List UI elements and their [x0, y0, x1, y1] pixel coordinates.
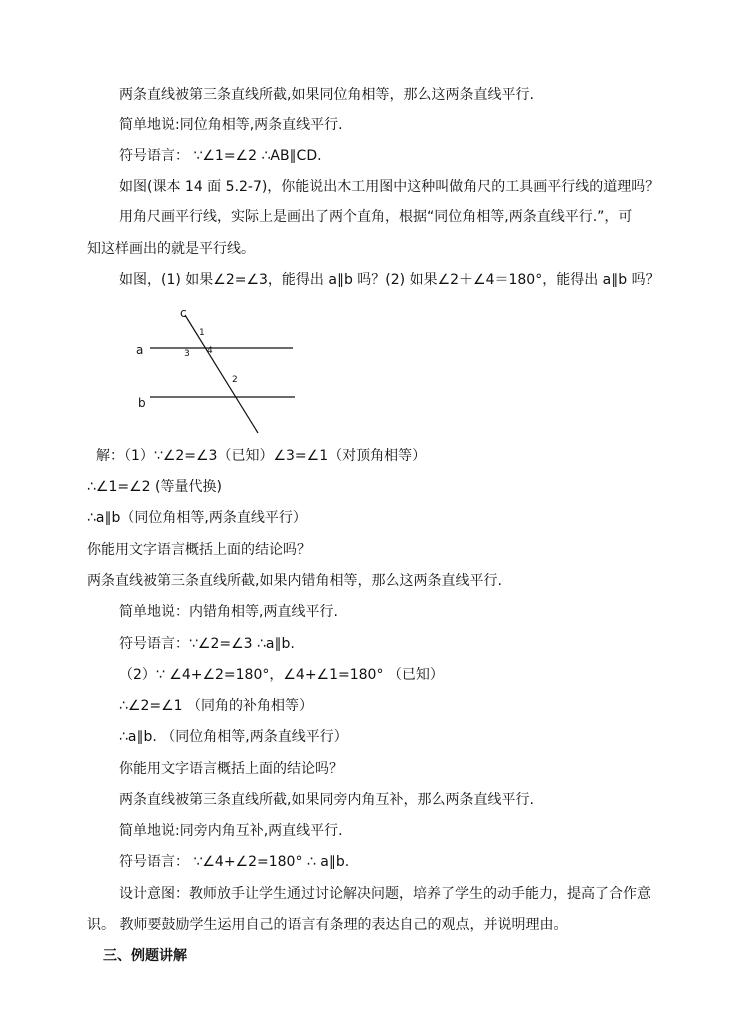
angle-4-label: 4 [207, 346, 213, 356]
angle-3-label: 3 [184, 349, 190, 359]
simple-statement-1: 简单地说：内错角相等,两直线平行. [119, 604, 338, 620]
solution-line-3: ∴a∥b（同位角相等,两条直线平行） [87, 510, 307, 526]
conclusion-line-2: 两条直线被第三条直线所截,如果同旁内角互补，那么两条直线平行. [119, 792, 534, 808]
text-line-3: 符号语言： ∵∠1=∠2 ∴AB∥CD. [119, 148, 322, 164]
symbolic-statement-1: 符号语言：∵∠2=∠3 ∴a∥b. [119, 636, 295, 652]
angle-1-label: 1 [199, 328, 205, 338]
text-line-1: 两条直线被第三条直线所截,如果同位角相等，那么这两条直线平行. [119, 87, 534, 103]
text-line-4: 如图(课本 14 面 5.2-7)，你能说出木工用图中这种叫做角尺的工具画平行线的道理吗？ [119, 179, 660, 195]
text-line-6: 知这样画出的就是平行线。 [87, 241, 255, 257]
solution-line-1: 解：（1）∵∠2=∠3（已知）∠3=∠1（对顶角相等） [96, 448, 427, 464]
section-heading: 三、例题讲解 [103, 948, 187, 964]
solution-part-2-line-2: ∴∠2=∠1 （同角的补角相等） [119, 698, 314, 714]
question-line-1: 你能用文字语言概括上面的结论吗？ [87, 542, 311, 558]
design-intent-line-1: 设计意图：教师放手让学生通过讨论解决问题，培养了学生的动手能力，提高了合作意 [119, 886, 651, 902]
label-c: c [180, 306, 187, 320]
label-b: b [138, 396, 146, 410]
conclusion-line-1: 两条直线被第三条直线所截,如果内错角相等，那么这两条直线平行. [87, 573, 502, 589]
simple-statement-2: 简单地说:同旁内角互补,两直线平行. [119, 823, 343, 839]
parallel-lines-figure [130, 300, 310, 440]
transversal-c [185, 315, 258, 433]
solution-part-2-line-3: ∴a∥b. （同位角相等,两条直线平行） [119, 729, 348, 745]
text-line-7: 如图，(1) 如果∠2=∠3，能得出 a∥b 吗？(2) 如果∠2＋∠4＝180°，能得出 a∥b 吗？ [119, 272, 660, 288]
solution-part-2-line-1: （2）∵ ∠4+∠2=180°，∠4+∠1=180° （已知） [119, 667, 444, 683]
design-intent-line-2: 识。 教师要鼓励学生运用自己的语言有条理的表达自己的观点，并说明理由。 [87, 917, 568, 933]
angle-2-label: 2 [232, 375, 238, 385]
label-a: a [136, 343, 144, 357]
question-line-2: 你能用文字语言概括上面的结论吗？ [119, 761, 343, 777]
symbolic-statement-2: 符号语言： ∵∠4+∠2=180° ∴ a∥b. [119, 854, 350, 870]
text-line-5: 用角尺画平行线，实际上是画出了两个直角，根据“同位角相等,两条直线平行.”，可 [119, 209, 633, 225]
text-line-2: 简单地说:同位角相等,两条直线平行. [119, 117, 343, 133]
solution-line-2: ∴∠1=∠2 (等量代换) [87, 479, 222, 495]
